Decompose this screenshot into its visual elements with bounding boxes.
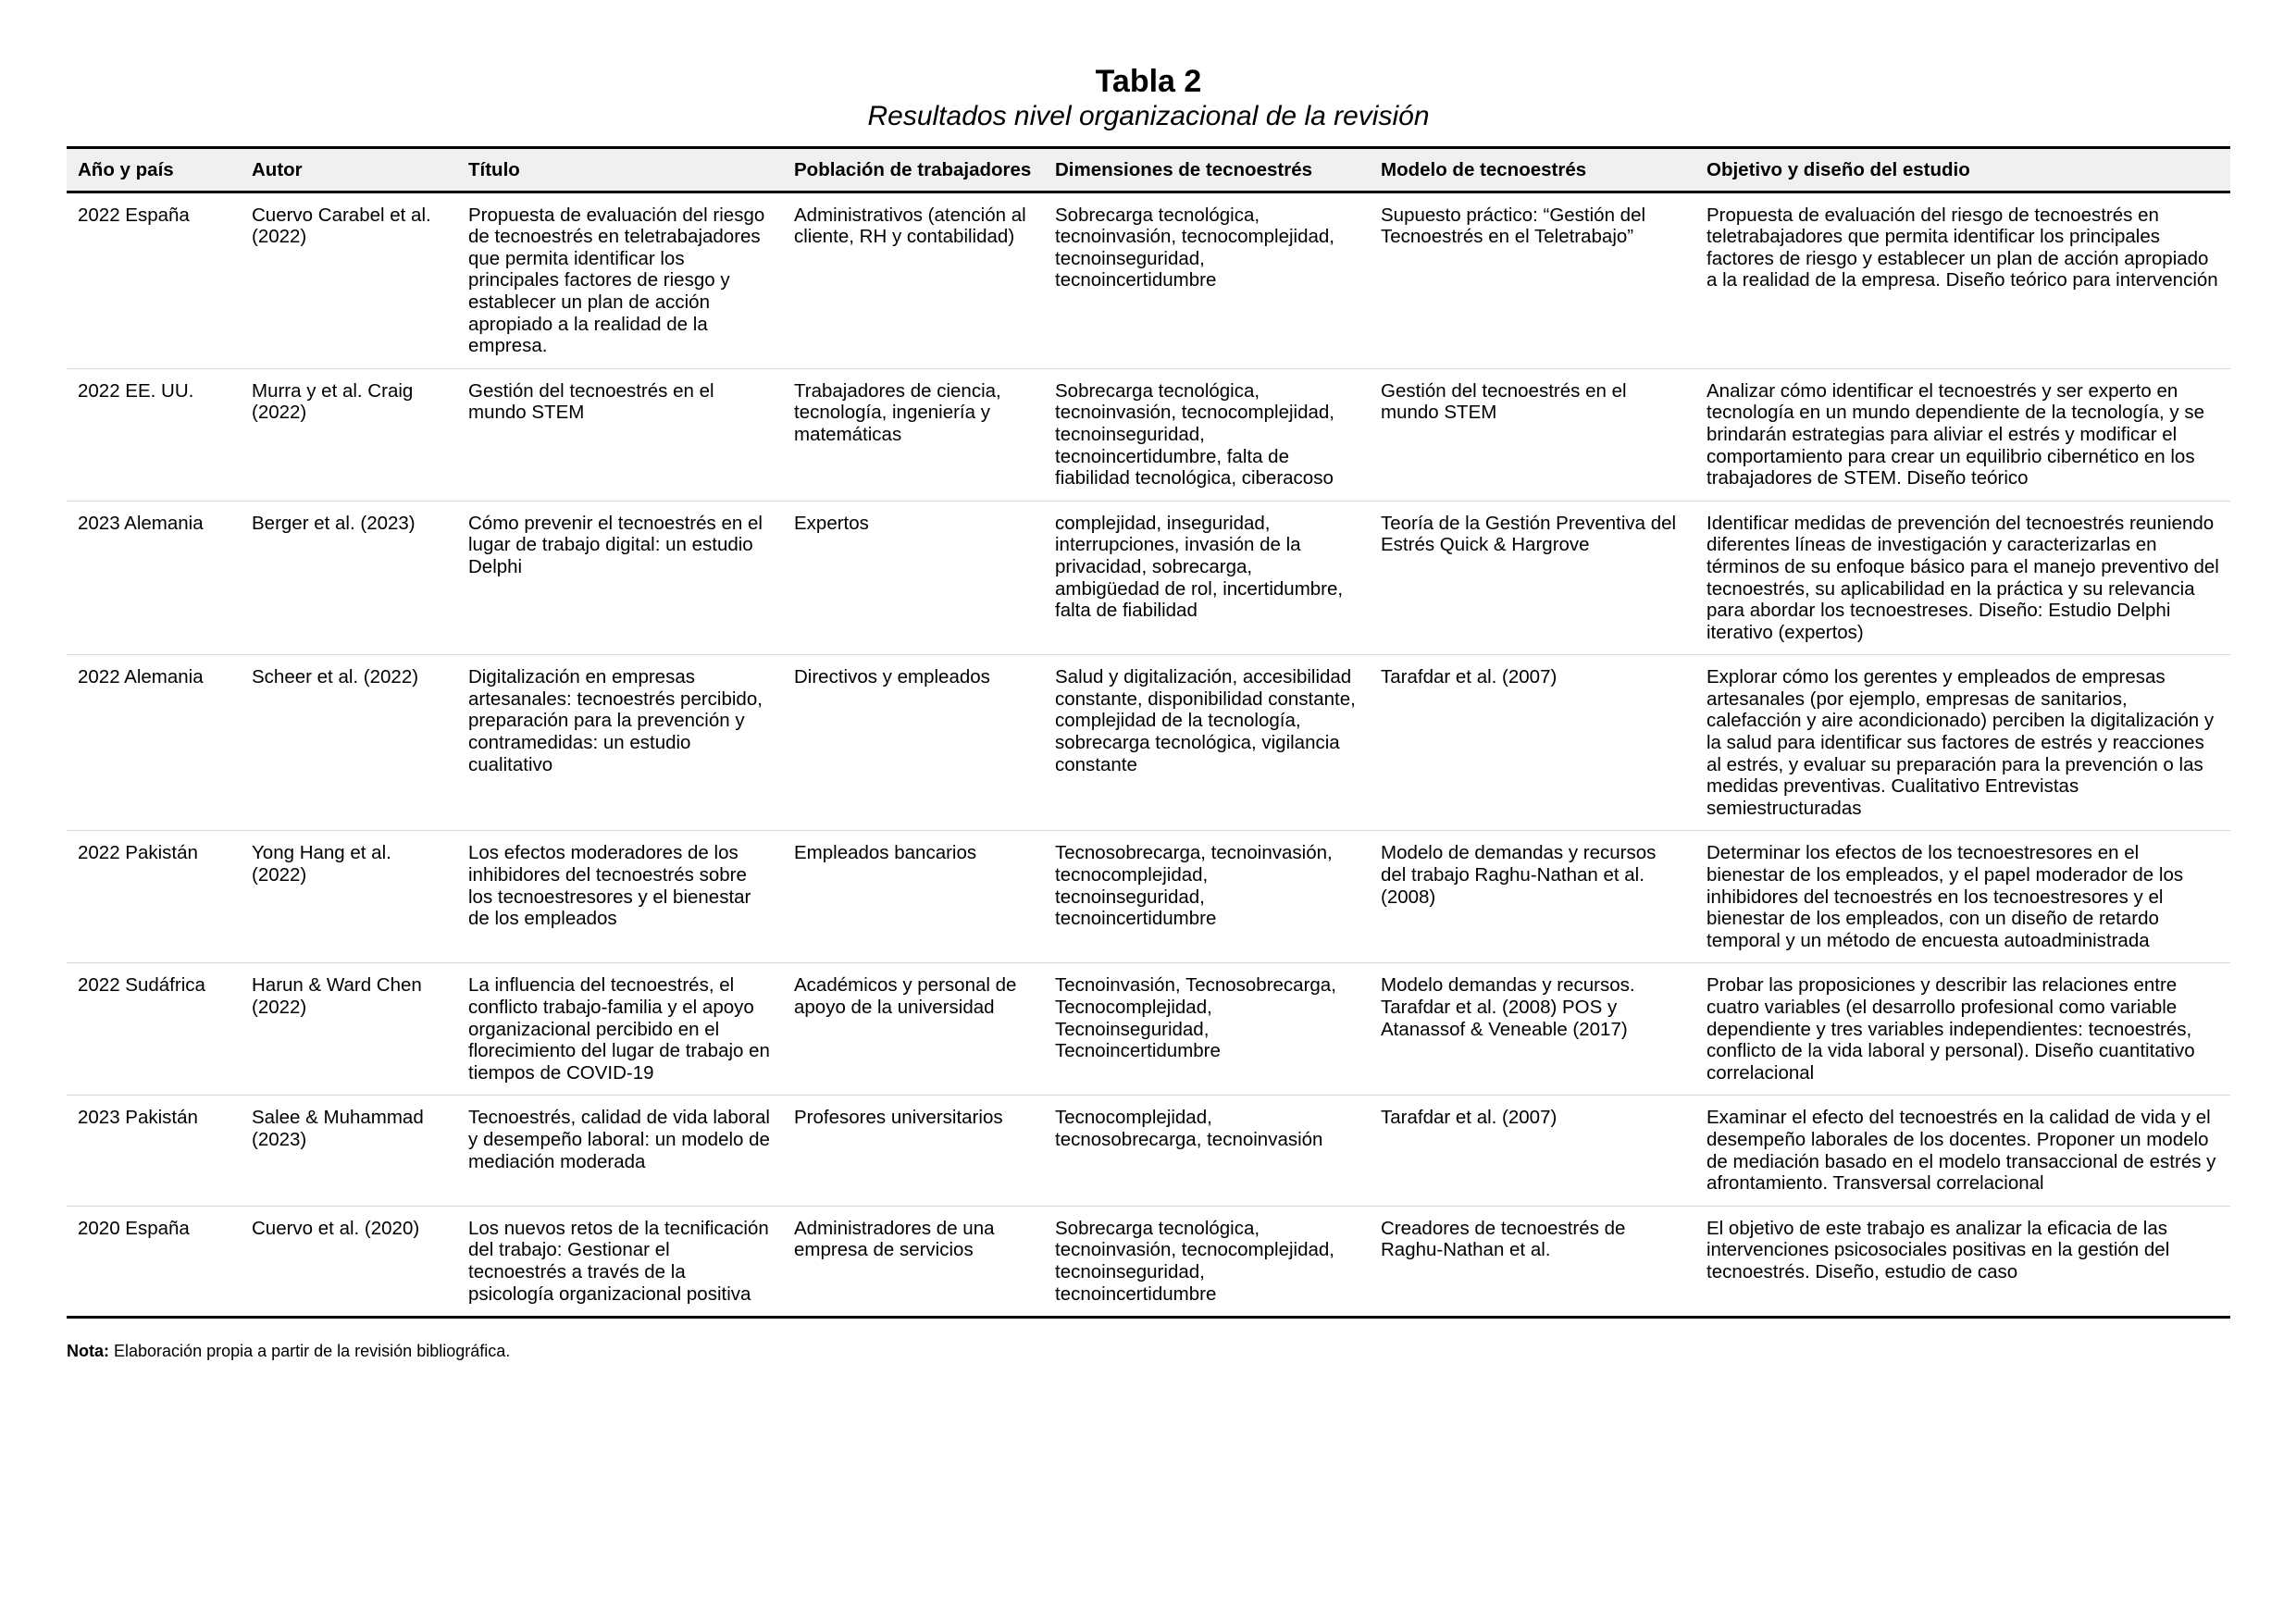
table-row	[67, 1206, 2230, 1317]
cell-dimensiones: Salud y digitalización, accesibilidad constante, disponibilidad constante, complejidad de la tecnología, sobrecarga tecnológica, vigilancia constante	[1044, 655, 1370, 831]
header-dimensiones: Dimensiones de tecnoestrés	[1044, 148, 1370, 192]
cell-poblacion: Académicos y personal de apoyo de la universidad	[783, 963, 1044, 1096]
table-body	[67, 192, 2230, 1318]
table-row	[67, 368, 2230, 501]
cell-autor: Yong Hang et al. (2022)	[241, 831, 457, 963]
note-text: Elaboración propia a partir de la revisión bibliográfica.	[114, 1342, 511, 1361]
header-autor: Autor	[241, 148, 457, 192]
header-modelo: Modelo de tecnoestrés	[1370, 148, 1695, 192]
cell-modelo: Teoría de la Gestión Preventiva del Estrés Quick & Hargrove	[1370, 501, 1695, 655]
cell-autor: Murra y et al. Craig (2022)	[241, 368, 457, 501]
cell-modelo: Tarafdar et al. (2007)	[1370, 655, 1695, 831]
cell-objetivo: El objetivo de este trabajo es analizar la eficacia de las intervenciones psicosociales positivas en la gestión del tecnoestrés. Diseño, estudio de caso	[1695, 1206, 2230, 1317]
cell-autor: Cuervo Carabel et al. (2022)	[241, 192, 457, 368]
header-row	[67, 148, 2230, 192]
cell-objetivo: Probar las proposiciones y describir las relaciones entre cuatro variables (el desarrollo profesional como variable dependiente y tres variables independientes: tecnoestrés, conflicto de la vida laboral y personal). Diseño cuantitativo correlacional	[1695, 963, 2230, 1096]
table-number: Tabla 2	[1095, 64, 1202, 99]
table-row	[67, 655, 2230, 831]
cell-modelo: Modelo de demandas y recursos del trabajo Raghu-Nathan et al. (2008)	[1370, 831, 1695, 963]
note-label: Nota:	[67, 1342, 109, 1361]
table-header	[67, 148, 2230, 192]
cell-poblacion: Trabajadores de ciencia, tecnología, ingeniería y matemáticas	[783, 368, 1044, 501]
table-row	[67, 963, 2230, 1096]
header-anio-pais: Año y país	[67, 148, 241, 192]
cell-dimensiones: Sobrecarga tecnológica, tecnoinvasión, tecnocomplejidad, tecnoinseguridad, tecnoincertidumbre, falta de fiabilidad tecnológica, ciberacoso	[1044, 368, 1370, 501]
cell-dimensiones: Tecnosobrecarga, tecnoinvasión, tecnocomplejidad, tecnoinseguridad, tecnoincertidumbre	[1044, 831, 1370, 963]
cell-modelo: Creadores de tecnoestrés de Raghu-Nathan et al.	[1370, 1206, 1695, 1317]
cell-poblacion: Profesores universitarios	[783, 1096, 1044, 1206]
cell-dimensiones: Sobrecarga tecnológica, tecnoinvasión, tecnocomplejidad, tecnoinseguridad, tecnoincertidumbre	[1044, 192, 1370, 368]
table-note	[67, 1341, 2230, 1361]
cell-objetivo: Determinar los efectos de los tecnoestresores en el bienestar de los empleados, y el papel moderador de los inhibidores del tecnoestrés en los tecnoestresores y el bienestar de los empleados, con un diseño de retardo temporal y un método de encuesta autoadministrada	[1695, 831, 2230, 963]
cell-poblacion: Administrativos (atención al cliente, RH y contabilidad)	[783, 192, 1044, 368]
cell-dimensiones: Tecnocomplejidad, tecnosobrecarga, tecnoinvasión	[1044, 1096, 1370, 1206]
cell-autor: Berger et al. (2023)	[241, 501, 457, 655]
cell-anio-pais: 2022 Pakistán	[67, 831, 241, 963]
cell-modelo: Modelo demandas y recursos. Tarafdar et al. (2008) POS y Atanassof & Veneable (2017)	[1370, 963, 1695, 1096]
cell-dimensiones: Tecnoinvasión, Tecnosobrecarga, Tecnocomplejidad, Tecnoinseguridad, Tecnoincertidumbre	[1044, 963, 1370, 1096]
cell-titulo: Los nuevos retos de la tecnificación del trabajo: Gestionar el tecnoestrés a través de la psicología organizacional positiva	[457, 1206, 783, 1317]
table-row	[67, 192, 2230, 368]
cell-anio-pais: 2022 EE. UU.	[67, 368, 241, 501]
cell-anio-pais: 2023 Alemania	[67, 501, 241, 655]
table-row	[67, 831, 2230, 963]
cell-anio-pais: 2022 España	[67, 192, 241, 368]
header-poblacion: Población de trabajadores	[783, 148, 1044, 192]
cell-poblacion: Expertos	[783, 501, 1044, 655]
table-caption	[67, 63, 2230, 133]
header-titulo: Título	[457, 148, 783, 192]
cell-anio-pais: 2023 Pakistán	[67, 1096, 241, 1206]
cell-modelo: Gestión del tecnoestrés en el mundo STEM	[1370, 368, 1695, 501]
cell-anio-pais: 2022 Alemania	[67, 655, 241, 831]
cell-objetivo: Analizar cómo identificar el tecnoestrés y ser experto en tecnología en un mundo dependiente de la tecnología, y se brindarán estrategias para aliviar el estrés y modificar el comportamiento para crear un equilibrio cibernético en los trabajadores de STEM. Diseño teórico	[1695, 368, 2230, 501]
cell-modelo: Supuesto práctico: “Gestión del Tecnoestrés en el Teletrabajo”	[1370, 192, 1695, 368]
cell-titulo: Propuesta de evaluación del riesgo de tecnoestrés en teletrabajadores que permita identificar los principales factores de riesgo y establecer un plan de acción apropiado a la realidad de la empresa.	[457, 192, 783, 368]
cell-anio-pais: 2020 España	[67, 1206, 241, 1317]
cell-modelo: Tarafdar et al. (2007)	[1370, 1096, 1695, 1206]
cell-autor: Harun & Ward Chen (2022)	[241, 963, 457, 1096]
cell-dimensiones: complejidad, inseguridad, interrupciones, invasión de la privacidad, sobrecarga, ambigüedad de rol, incertidumbre, falta de fiabilidad	[1044, 501, 1370, 655]
cell-titulo: Digitalización en empresas artesanales: tecnoestrés percibido, preparación para la prevención y contramedidas: un estudio cualitativo	[457, 655, 783, 831]
cell-objetivo: Identificar medidas de prevención del tecnoestrés reuniendo diferentes líneas de investigación y caracterizarlas en términos de su enfoque básico para el manejo preventivo del tecnoestrés, su aplicabilidad en la práctica y su relevancia para abordar los tecnoestreses. Diseño: Estudio Delphi iterativo (expertos)	[1695, 501, 2230, 655]
document-page	[67, 63, 2230, 1361]
cell-poblacion: Administradores de una empresa de servicios	[783, 1206, 1044, 1317]
cell-titulo: Tecnoestrés, calidad de vida laboral y desempeño laboral: un modelo de mediación moderada	[457, 1096, 783, 1206]
table-subtitle: Resultados nivel organizacional de la revisión	[867, 101, 1430, 131]
header-objetivo: Objetivo y diseño del estudio	[1695, 148, 2230, 192]
cell-autor: Scheer et al. (2022)	[241, 655, 457, 831]
table-row	[67, 1096, 2230, 1206]
cell-poblacion: Empleados bancarios	[783, 831, 1044, 963]
cell-titulo: La influencia del tecnoestrés, el conflicto trabajo-familia y el apoyo organizacional percibido en el florecimiento del lugar de trabajo en tiempos de COVID-19	[457, 963, 783, 1096]
cell-objetivo: Examinar el efecto del tecnoestrés en la calidad de vida y el desempeño laborales de los docentes. Proponer un modelo de mediación basado en el modelo transaccional de estrés y afrontamiento. Transversal correlacional	[1695, 1096, 2230, 1206]
cell-autor: Salee & Muhammad (2023)	[241, 1096, 457, 1206]
cell-titulo: Los efectos moderadores de los inhibidores del tecnoestrés sobre los tecnoestresores y el bienestar de los empleados	[457, 831, 783, 963]
cell-dimensiones: Sobrecarga tecnológica, tecnoinvasión, tecnocomplejidad, tecnoinseguridad, tecnoincertidumbre	[1044, 1206, 1370, 1317]
cell-objetivo: Propuesta de evaluación del riesgo de tecnoestrés en teletrabajadores que permita identificar los principales factores de riesgo y establecer un plan de acción apropiado a la realidad de la empresa. Diseño teórico para intervención	[1695, 192, 2230, 368]
results-table	[67, 146, 2230, 1319]
cell-objetivo: Explorar cómo los gerentes y empleados de empresas artesanales (por ejemplo, empresas de sanitarios, calefacción y aire acondicionado) perciben la digitalización y la salud para identificar sus factores de estrés y reacciones al estrés, y evaluar su preparación para la prevención o las medidas preventivas. Cualitativo Entrevistas semiestructuradas	[1695, 655, 2230, 831]
cell-poblacion: Directivos y empleados	[783, 655, 1044, 831]
cell-titulo: Gestión del tecnoestrés en el mundo STEM	[457, 368, 783, 501]
table-row	[67, 501, 2230, 655]
cell-titulo: Cómo prevenir el tecnoestrés en el lugar de trabajo digital: un estudio Delphi	[457, 501, 783, 655]
cell-anio-pais: 2022 Sudáfrica	[67, 963, 241, 1096]
cell-autor: Cuervo et al. (2020)	[241, 1206, 457, 1317]
